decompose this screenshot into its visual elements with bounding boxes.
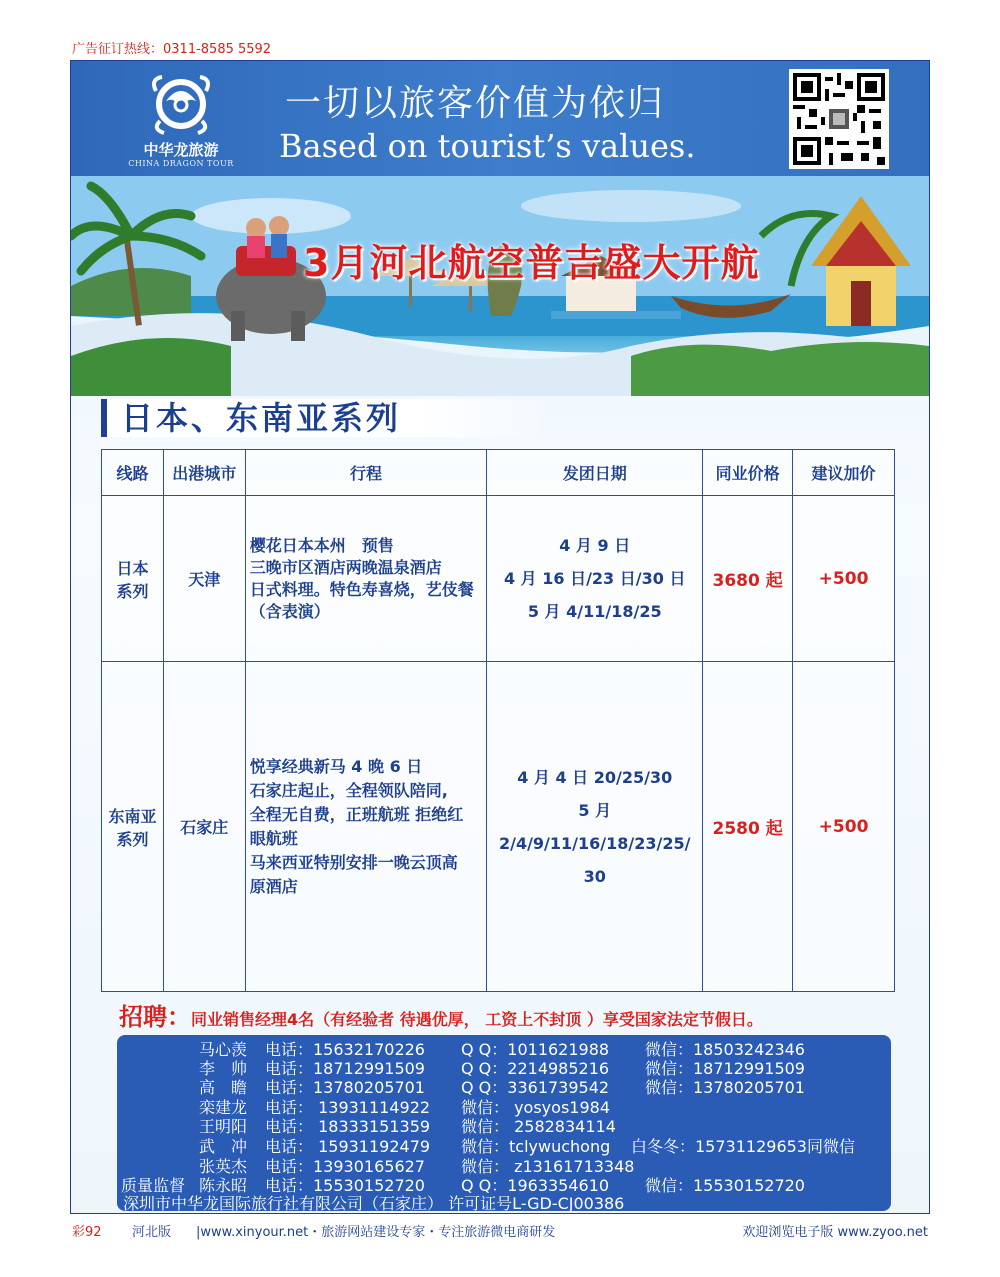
itinerary-cell [245, 662, 487, 992]
license-line: 深圳市中华龙国际旅行社有限公司（石家庄） 许可证号L-GD-CJ00386 [123, 1194, 625, 1213]
route-line: 日本 [116, 558, 149, 578]
slogan-english: Based on tourist’s values. [279, 127, 696, 165]
contact-name: 武 冲 [199, 1137, 248, 1156]
city-cell: 天津 [163, 496, 245, 662]
itinerary-line: 石家庄起止，全程领队陪同, [249, 780, 448, 800]
contact-qq: Q Q：3361739542 [461, 1078, 610, 1097]
date-line: 5 月 4/11/18/25 [527, 602, 662, 621]
contact-wechat: 微信：15530152720 [645, 1176, 805, 1195]
ad-hotline: 广告征订热线：0311-8585 5592 [72, 42, 272, 57]
price-cell: 2580 起 [703, 662, 793, 992]
recruitment-label: 招聘： [119, 1003, 191, 1031]
itinerary-line: 樱花日本本州 预售 [249, 535, 394, 555]
date-line: 2/4/9/11/16/18/23/25/ [498, 833, 691, 853]
itinerary-line: 全程无自费，正班航班 拒绝红 [249, 804, 464, 824]
contact-wechat: 微信： 2582834114 [461, 1117, 616, 1136]
contact-extra: 白冬冬：15731129653同微信 [631, 1137, 855, 1156]
route-cell [102, 496, 164, 662]
contact-name: 王明阳 [199, 1117, 248, 1136]
slogan-chinese: 一切以旅客价值为依归 [285, 83, 666, 124]
contact-name: 陈永昭 [199, 1176, 248, 1195]
recruitment-notice [119, 997, 763, 1032]
header-suggested-markup: 建议加价 [793, 450, 895, 496]
contact-role: 质量监督 [121, 1176, 186, 1195]
markup-cell: +500 [793, 496, 895, 662]
date-line: 4 月 16 日/23 日/30 日 [503, 569, 686, 588]
contact-wechat: 微信：18503242346 [645, 1040, 805, 1059]
date-line: 4 月 4 日 20/25/30 [517, 767, 673, 787]
contact-wechat: 微信： yosyos1984 [461, 1098, 610, 1117]
contact-wechat: 微信： z13161713348 [461, 1157, 635, 1176]
contact-phone: 电话：13780205701 [265, 1078, 425, 1097]
recruitment-text: 同业销售经理4名（有经验者 待遇优厚， 工资上不封顶 ）享受国家法定节假日。 [191, 1010, 763, 1029]
contact-wechat: 微信：13780205701 [645, 1078, 805, 1097]
header-departure-dates: 发团日期 [487, 450, 703, 496]
contact-wechat: 微信：18712991509 [645, 1059, 805, 1078]
route-line: 系列 [116, 581, 149, 601]
contact-phone: 电话：13930165627 [265, 1157, 425, 1176]
price-cell: 3680 起 [703, 496, 793, 662]
header-itinerary: 行程 [245, 450, 487, 496]
route-line: 东南亚 [108, 806, 157, 826]
company-logo [121, 71, 241, 171]
contact-name: 高 瞻 [199, 1078, 248, 1097]
contact-name: 马心羡 [199, 1040, 248, 1059]
contact-phone: 电话：15632170226 [265, 1040, 425, 1059]
table-row [102, 662, 895, 992]
contact-name: 李 帅 [199, 1059, 248, 1078]
contact-qq: Q Q：2214985216 [461, 1059, 610, 1078]
header-route: 线路 [102, 450, 164, 496]
contact-phone: 电话：15530152720 [265, 1176, 425, 1195]
section-title: 日本、东南亚系列 [101, 399, 551, 437]
qr-code-icon [789, 69, 889, 169]
dates-cell [487, 496, 703, 662]
route-cell [102, 662, 164, 992]
date-line: 5 月 [578, 800, 612, 820]
dates-cell [487, 662, 703, 992]
table-header-row [102, 450, 895, 496]
itinerary-line: 悦享经典新马 4 晚 6 日 [249, 756, 423, 776]
e-edition-link[interactable]: 欢迎浏览电子版 www.zyoo.net [742, 1225, 928, 1240]
table-row [102, 496, 895, 662]
date-line: 4 月 9 日 [559, 536, 631, 555]
itinerary-line: 原酒店 [249, 876, 298, 896]
dragon-logo-icon [146, 71, 216, 137]
logo-name-en: CHINA DRAGON TOUR [128, 159, 234, 168]
itinerary-line: 三晚市区酒店两晚温泉酒店 [249, 557, 442, 577]
itinerary-cell [245, 496, 487, 662]
header-band [71, 61, 929, 176]
contact-phone: 电话： 18333151359 [265, 1117, 431, 1136]
contact-phone: 电话： 13931114922 [265, 1098, 431, 1117]
itinerary-line: 日式料理。特色寿喜烧，艺伎餐 [249, 579, 474, 599]
contact-panel [117, 1035, 891, 1211]
website-line: |www.xinyour.net・旅游网站建设专家・专注旅游微电商研发 [196, 1225, 556, 1240]
route-line: 系列 [116, 829, 149, 849]
header-departure-city: 出港城市 [163, 450, 245, 496]
contact-qq: Q Q：1963354610 [461, 1176, 610, 1195]
itinerary-line: 眼航班 [249, 828, 298, 848]
date-line: 30 [583, 866, 606, 886]
contact-qq: Q Q：1011621988 [461, 1040, 610, 1059]
phuket-banner [71, 176, 929, 396]
itinerary-line: （含表演） [249, 601, 330, 621]
contact-phone: 电话： 15931192479 [265, 1137, 431, 1156]
banner-headline: 3月河北航空普吉盛大开航 [303, 241, 760, 285]
contact-name: 栾建龙 [199, 1098, 248, 1117]
page-number: 彩92 [72, 1225, 102, 1240]
route-table [101, 449, 895, 992]
itinerary-line: 马来西亚特别安排一晚云顶高 [249, 852, 458, 872]
markup-cell: +500 [793, 662, 895, 992]
city-cell: 石家庄 [163, 662, 245, 992]
header-trade-price: 同业价格 [703, 450, 793, 496]
contact-name: 张英杰 [199, 1157, 248, 1176]
contact-phone: 电话：18712991509 [265, 1059, 425, 1078]
contact-wechat: 微信：tclywuchong [461, 1137, 611, 1156]
ad-frame [70, 60, 930, 1214]
logo-name-cn: 中华龙旅游 [143, 141, 219, 159]
edition-label: 河北版 [132, 1225, 172, 1240]
